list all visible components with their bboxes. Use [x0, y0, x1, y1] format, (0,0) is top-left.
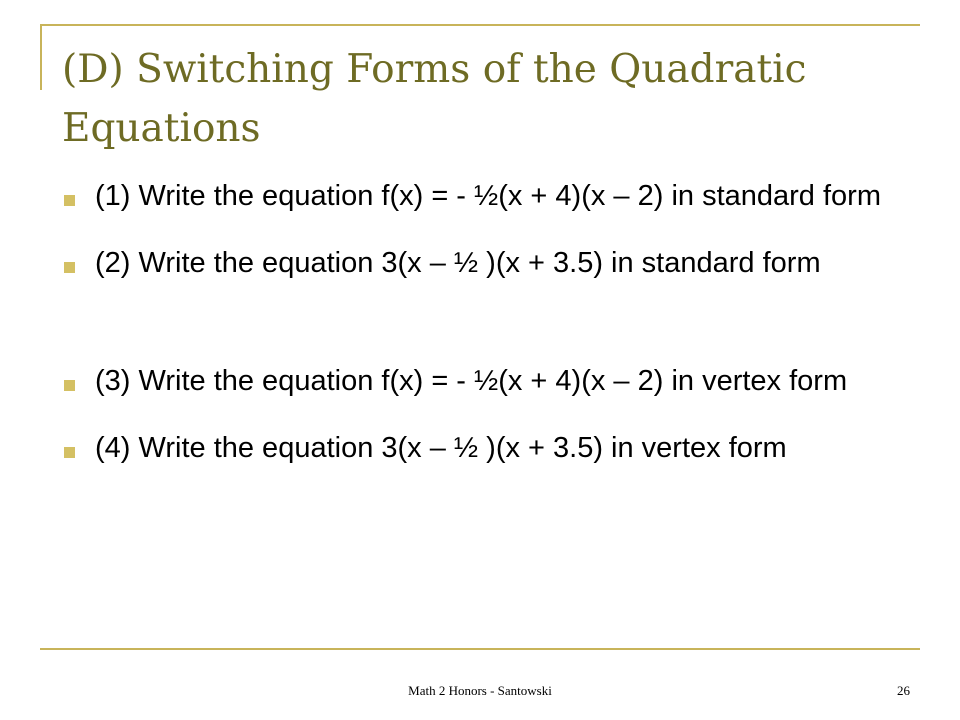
- bullet-list: [64, 179, 914, 466]
- square-bullet-icon: [64, 262, 75, 273]
- left-rule: [40, 24, 42, 90]
- square-bullet-icon: [64, 195, 75, 206]
- top-rule: [40, 24, 920, 26]
- bottom-rule: [40, 648, 920, 650]
- list-item: [64, 179, 914, 214]
- list-item: [64, 364, 914, 399]
- slide-title: (D) Switching Forms of the Quadratic Equations: [62, 47, 807, 151]
- square-bullet-icon: [64, 380, 75, 391]
- list-item: [64, 431, 914, 466]
- list-item-text: (3) Write the equation f(x) = - ½(x + 4)(x – 2) in vertex form: [95, 365, 848, 397]
- footer-text: Math 2 Honors - Santowski: [408, 683, 552, 698]
- list-item-text: (1) Write the equation f(x) = - ½(x + 4)(x – 2) in standard form: [95, 180, 881, 212]
- list-item-text: (4) Write the equation 3(x – ½ )(x + 3.5) in vertex form: [95, 432, 787, 464]
- list-item-text: (2) Write the equation 3(x – ½ )(x + 3.5) in standard form: [95, 247, 821, 279]
- list-item: [64, 246, 914, 281]
- page-number: 26: [897, 683, 910, 698]
- square-bullet-icon: [64, 447, 75, 458]
